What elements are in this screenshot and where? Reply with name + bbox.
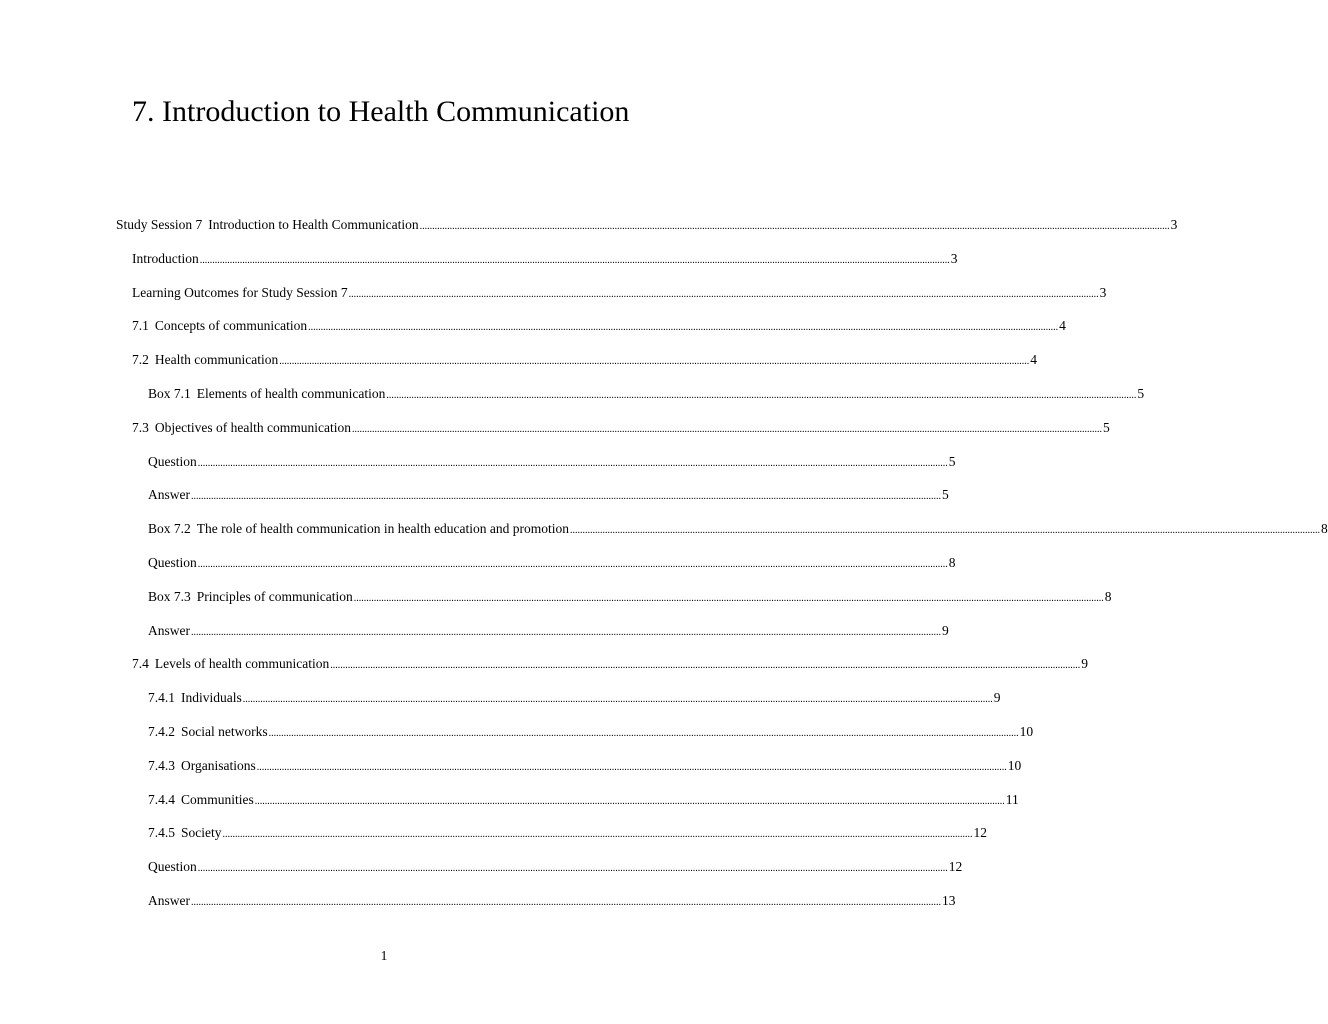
toc-dot-leader: ............................................................................................................................................................................................................................................................................................................ xyxy=(330,660,1081,672)
toc-entry-title: Question xyxy=(148,555,197,570)
toc-dot-leader: ............................................................................................................................................................................................................................................................................................................ xyxy=(222,829,973,841)
toc-dot-leader: ............................................................................................................................................................................................................................................................................................................ xyxy=(191,491,941,503)
toc-entry[interactable] xyxy=(132,280,1107,306)
toc-dot-leader: ............................................................................................................................................................................................................................................................................................................ xyxy=(191,626,941,638)
toc-dot-leader: ............................................................................................................................................................................................................................................................................................................ xyxy=(353,592,1104,604)
toc-entry-page: 5 xyxy=(948,453,956,469)
toc-entry-page: 4 xyxy=(1059,318,1066,334)
toc-entry[interactable] xyxy=(148,820,987,846)
toc-entry-page: 3 xyxy=(1099,284,1107,300)
toc-entry-title: Learning Outcomes for Study Session 7 xyxy=(132,284,348,300)
toc-entry-title: Society xyxy=(181,825,222,841)
toc-dot-leader: ............................................................................................................................................................................................................................................................................................................ xyxy=(308,322,1059,334)
toc-entry-page: 3 xyxy=(950,250,958,266)
toc-entry[interactable] xyxy=(132,347,1037,373)
toc-entry-page: 10 xyxy=(1007,757,1022,773)
toc-dot-leader: ............................................................................................................................................................................................................................................................................................................ xyxy=(256,761,1007,773)
toc-entry-page: 9 xyxy=(993,690,1001,706)
toc-entry-number: Box 7.1 xyxy=(148,386,191,401)
toc-entry-title: Elements of health communication xyxy=(196,386,386,401)
toc-entry-number: 7.4.1 xyxy=(148,690,175,706)
toc-entry-title: Individuals xyxy=(181,690,242,706)
toc-entry-title: Introduction xyxy=(132,250,199,266)
toc-entry-page: 4 xyxy=(1030,352,1037,368)
toc-entry[interactable] xyxy=(148,854,963,880)
toc-entry-page: 13 xyxy=(942,893,956,908)
toc-entry[interactable] xyxy=(148,618,949,644)
toc-entry-page: 5 xyxy=(942,487,949,503)
toc-entry-number: Box 7.3 xyxy=(148,588,191,604)
toc-entry[interactable] xyxy=(148,550,956,576)
toc-entry[interactable] xyxy=(116,212,1178,238)
toc-entry[interactable] xyxy=(148,381,1145,407)
toc-entry-page: 9 xyxy=(1081,656,1088,672)
toc-entry-page: 10 xyxy=(1019,724,1034,739)
toc-entry[interactable] xyxy=(148,516,1328,542)
toc-dot-leader: ............................................................................................................................................................................................................................................................................................................ xyxy=(348,288,1099,300)
toc-dot-leader: ............................................................................................................................................................................................................................................................................................................ xyxy=(197,559,948,570)
toc-entry-title: Answer xyxy=(148,893,190,908)
toc-entry-number: Box 7.2 xyxy=(148,521,191,537)
toc-dot-leader: ............................................................................................................................................................................................................................................................................................................ xyxy=(242,694,993,706)
toc-entry[interactable] xyxy=(148,685,1001,711)
toc-entry-number: 7.4.2 xyxy=(148,724,175,739)
toc-entry-title: Answer xyxy=(148,487,190,503)
toc-entry[interactable] xyxy=(148,888,956,914)
toc-entry-number: 7.4 xyxy=(132,656,149,672)
toc-entry-title: Levels of health communication xyxy=(154,656,330,672)
toc-entry-title: Introduction to Health Communication xyxy=(208,217,419,232)
page-number: 1 xyxy=(380,948,388,963)
toc-dot-leader: ............................................................................................................................................................................................................................................................................................................ xyxy=(254,795,1005,807)
toc-dot-leader: ............................................................................................................................................................................................................................................................................................................ xyxy=(199,254,950,266)
toc-entry[interactable] xyxy=(132,651,1088,677)
toc-entry[interactable] xyxy=(148,449,956,475)
toc-entry-title: Communities xyxy=(181,791,254,807)
toc-entry-page: 8 xyxy=(948,555,956,570)
toc-entry[interactable] xyxy=(148,482,949,508)
toc-entry-number: 7.2 xyxy=(132,352,149,368)
toc-dot-leader: ............................................................................................................................................................................................................................................................................................................ xyxy=(191,897,941,908)
toc-entry-page: 12 xyxy=(948,859,963,875)
toc-entry-number: 7.4.4 xyxy=(148,791,175,807)
toc-entry[interactable] xyxy=(148,787,1019,813)
toc-entry[interactable] xyxy=(132,313,1066,339)
toc-entry-number: 7.4.3 xyxy=(148,757,175,773)
toc-entry-page: 3 xyxy=(1170,217,1178,232)
toc-dot-leader: ............................................................................................................................................................................................................................................................................................................ xyxy=(279,356,1030,368)
toc-entry-number: Study Session 7 xyxy=(116,217,203,232)
toc-entry[interactable] xyxy=(132,415,1110,441)
toc-entry-title: Question xyxy=(148,859,197,875)
toc-entry-number: 7.3 xyxy=(132,419,149,435)
toc-entry-page: 8 xyxy=(1104,588,1112,604)
toc-entry-number: 7.4.5 xyxy=(148,825,175,841)
toc-dot-leader: ............................................................................................................................................................................................................................................................................................................ xyxy=(570,525,1321,537)
toc-entry-title: Organisations xyxy=(181,757,256,773)
toc-entry-page: 5 xyxy=(1137,386,1145,401)
toc-dot-leader: ............................................................................................................................................................................................................................................................................................................ xyxy=(197,457,948,469)
toc-entry-page: 5 xyxy=(1102,419,1110,435)
toc-entry-title: Question xyxy=(148,453,197,469)
toc-entry[interactable] xyxy=(148,584,1112,610)
toc-entry-title: Concepts of communication xyxy=(154,318,308,334)
toc-dot-leader: ............................................................................................................................................................................................................................................................................................................ xyxy=(197,863,948,875)
toc-dot-leader: ............................................................................................................................................................................................................................................................................................................ xyxy=(351,423,1102,435)
toc-dot-leader: ............................................................................................................................................................................................................................................................................................................ xyxy=(268,728,1019,739)
page-title: 7. Introduction to Health Communication xyxy=(132,95,630,128)
toc-entry-page: 12 xyxy=(973,825,987,841)
toc-entry[interactable] xyxy=(148,719,1034,745)
toc-entry-title: The role of health communication in health education and promotion xyxy=(196,521,570,537)
toc-entry-page: 11 xyxy=(1005,791,1019,807)
toc-entry-title: Principles of communication xyxy=(196,588,353,604)
toc-entry-number: 7.1 xyxy=(132,318,149,334)
toc-entry[interactable] xyxy=(148,753,1022,779)
toc-entry[interactable] xyxy=(132,246,958,272)
toc-dot-leader: ............................................................................................................................................................................................................................................................................................................ xyxy=(419,221,1170,232)
toc-entry-title: Health communication xyxy=(154,352,279,368)
toc-entry-title: Answer xyxy=(148,622,190,638)
toc-entry-title: Objectives of health communication xyxy=(154,419,351,435)
toc-entry-page: 9 xyxy=(942,622,949,638)
toc-entry-page: 8 xyxy=(1321,521,1328,537)
toc-entry-title: Social networks xyxy=(181,724,268,739)
toc-dot-leader: ............................................................................................................................................................................................................................................................................................................ xyxy=(386,390,1137,401)
